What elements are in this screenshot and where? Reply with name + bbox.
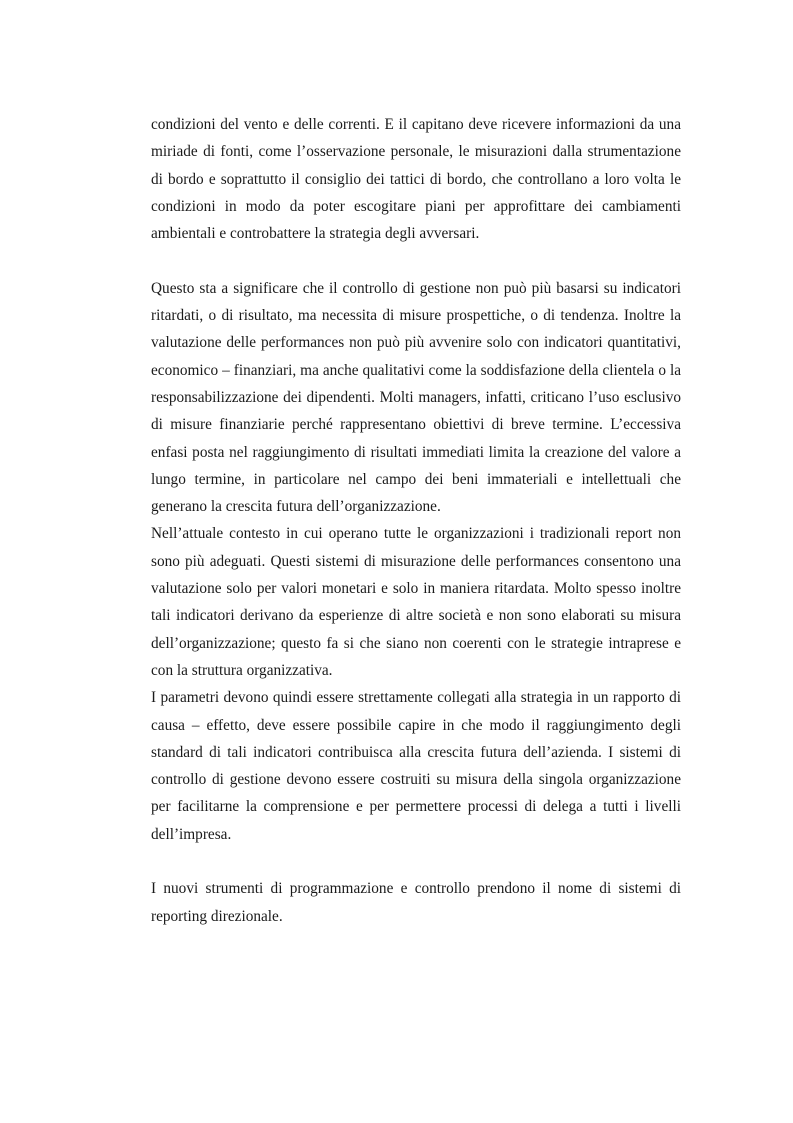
paragraph-parameters: I parametri devono quindi essere strettamente collegati alla strategia in un rapporto di causa – effetto, deve essere possibile capire in che modo il raggiungimento degli standard di tali indicatori contribuisca alla crescita futura dell’azienda. I sistemi di controllo di gestione devono essere costruiti su misura della singola organizzazione per facilitarne la comprensione e per permettere processi di delega a tutti i livelli dell’impresa. <box>151 689 681 843</box>
paragraph-reporting-systems: I nuovi strumenti di programmazione e controllo prendono il nome di sistemi di reporting direzionale. <box>151 880 681 925</box>
paragraph-management-control: Questo sta a significare che il controllo di gestione non può più basarsi su indicatori ritardati, o di risultato, ma necessita di misure prospettiche, o di tendenza. Inoltre la valutazione delle performances non può più avvenire solo con indicatori quantitativi, economico – finanziari, ma anche qualitativi come la soddisfazione della clientela o la responsabilizzazione dei dipendenti. Molti managers, infatti, criticano l’uso esclusivo di misure finanziarie perché rappresentano obiettivi di breve termine. L’eccessiva enfasi posta nel raggiungimento di risultati immediati limita la creazione del valore a lungo termine, in particolare nel campo dei beni immateriali e intellettuali che generano la crescita futura dell’organizzazione. <box>151 279 681 516</box>
paragraph-continuation: condizioni del vento e delle correnti. E il capitano deve ricevere informazioni da una miriade di fonti, come l’osservazione personale, le misurazioni dalla strumentazione di bordo e soprattutto il consiglio dei tattici di bordo, che controllano a loro volta le condizioni in modo da poter escogitare piani per approfittare dei cambiamenti ambientali e controbattere la strategia degli avversari. <box>151 116 681 243</box>
document-body <box>151 111 681 930</box>
paragraph-traditional-reports: Nell’attuale contesto in cui operano tutte le organizzazioni i tradizionali report non sono più adeguati. Questi sistemi di misurazione delle performances consentono una valutazione solo per valori monetari e solo in maniera ritardata. Molto spesso inoltre tali indicatori derivano da esperienze di altre società e non sono elaborati su misura dell’organizzazione; questo fa si che siano non coerenti con le strategie intraprese e con la struttura organizzativa. <box>151 525 681 679</box>
